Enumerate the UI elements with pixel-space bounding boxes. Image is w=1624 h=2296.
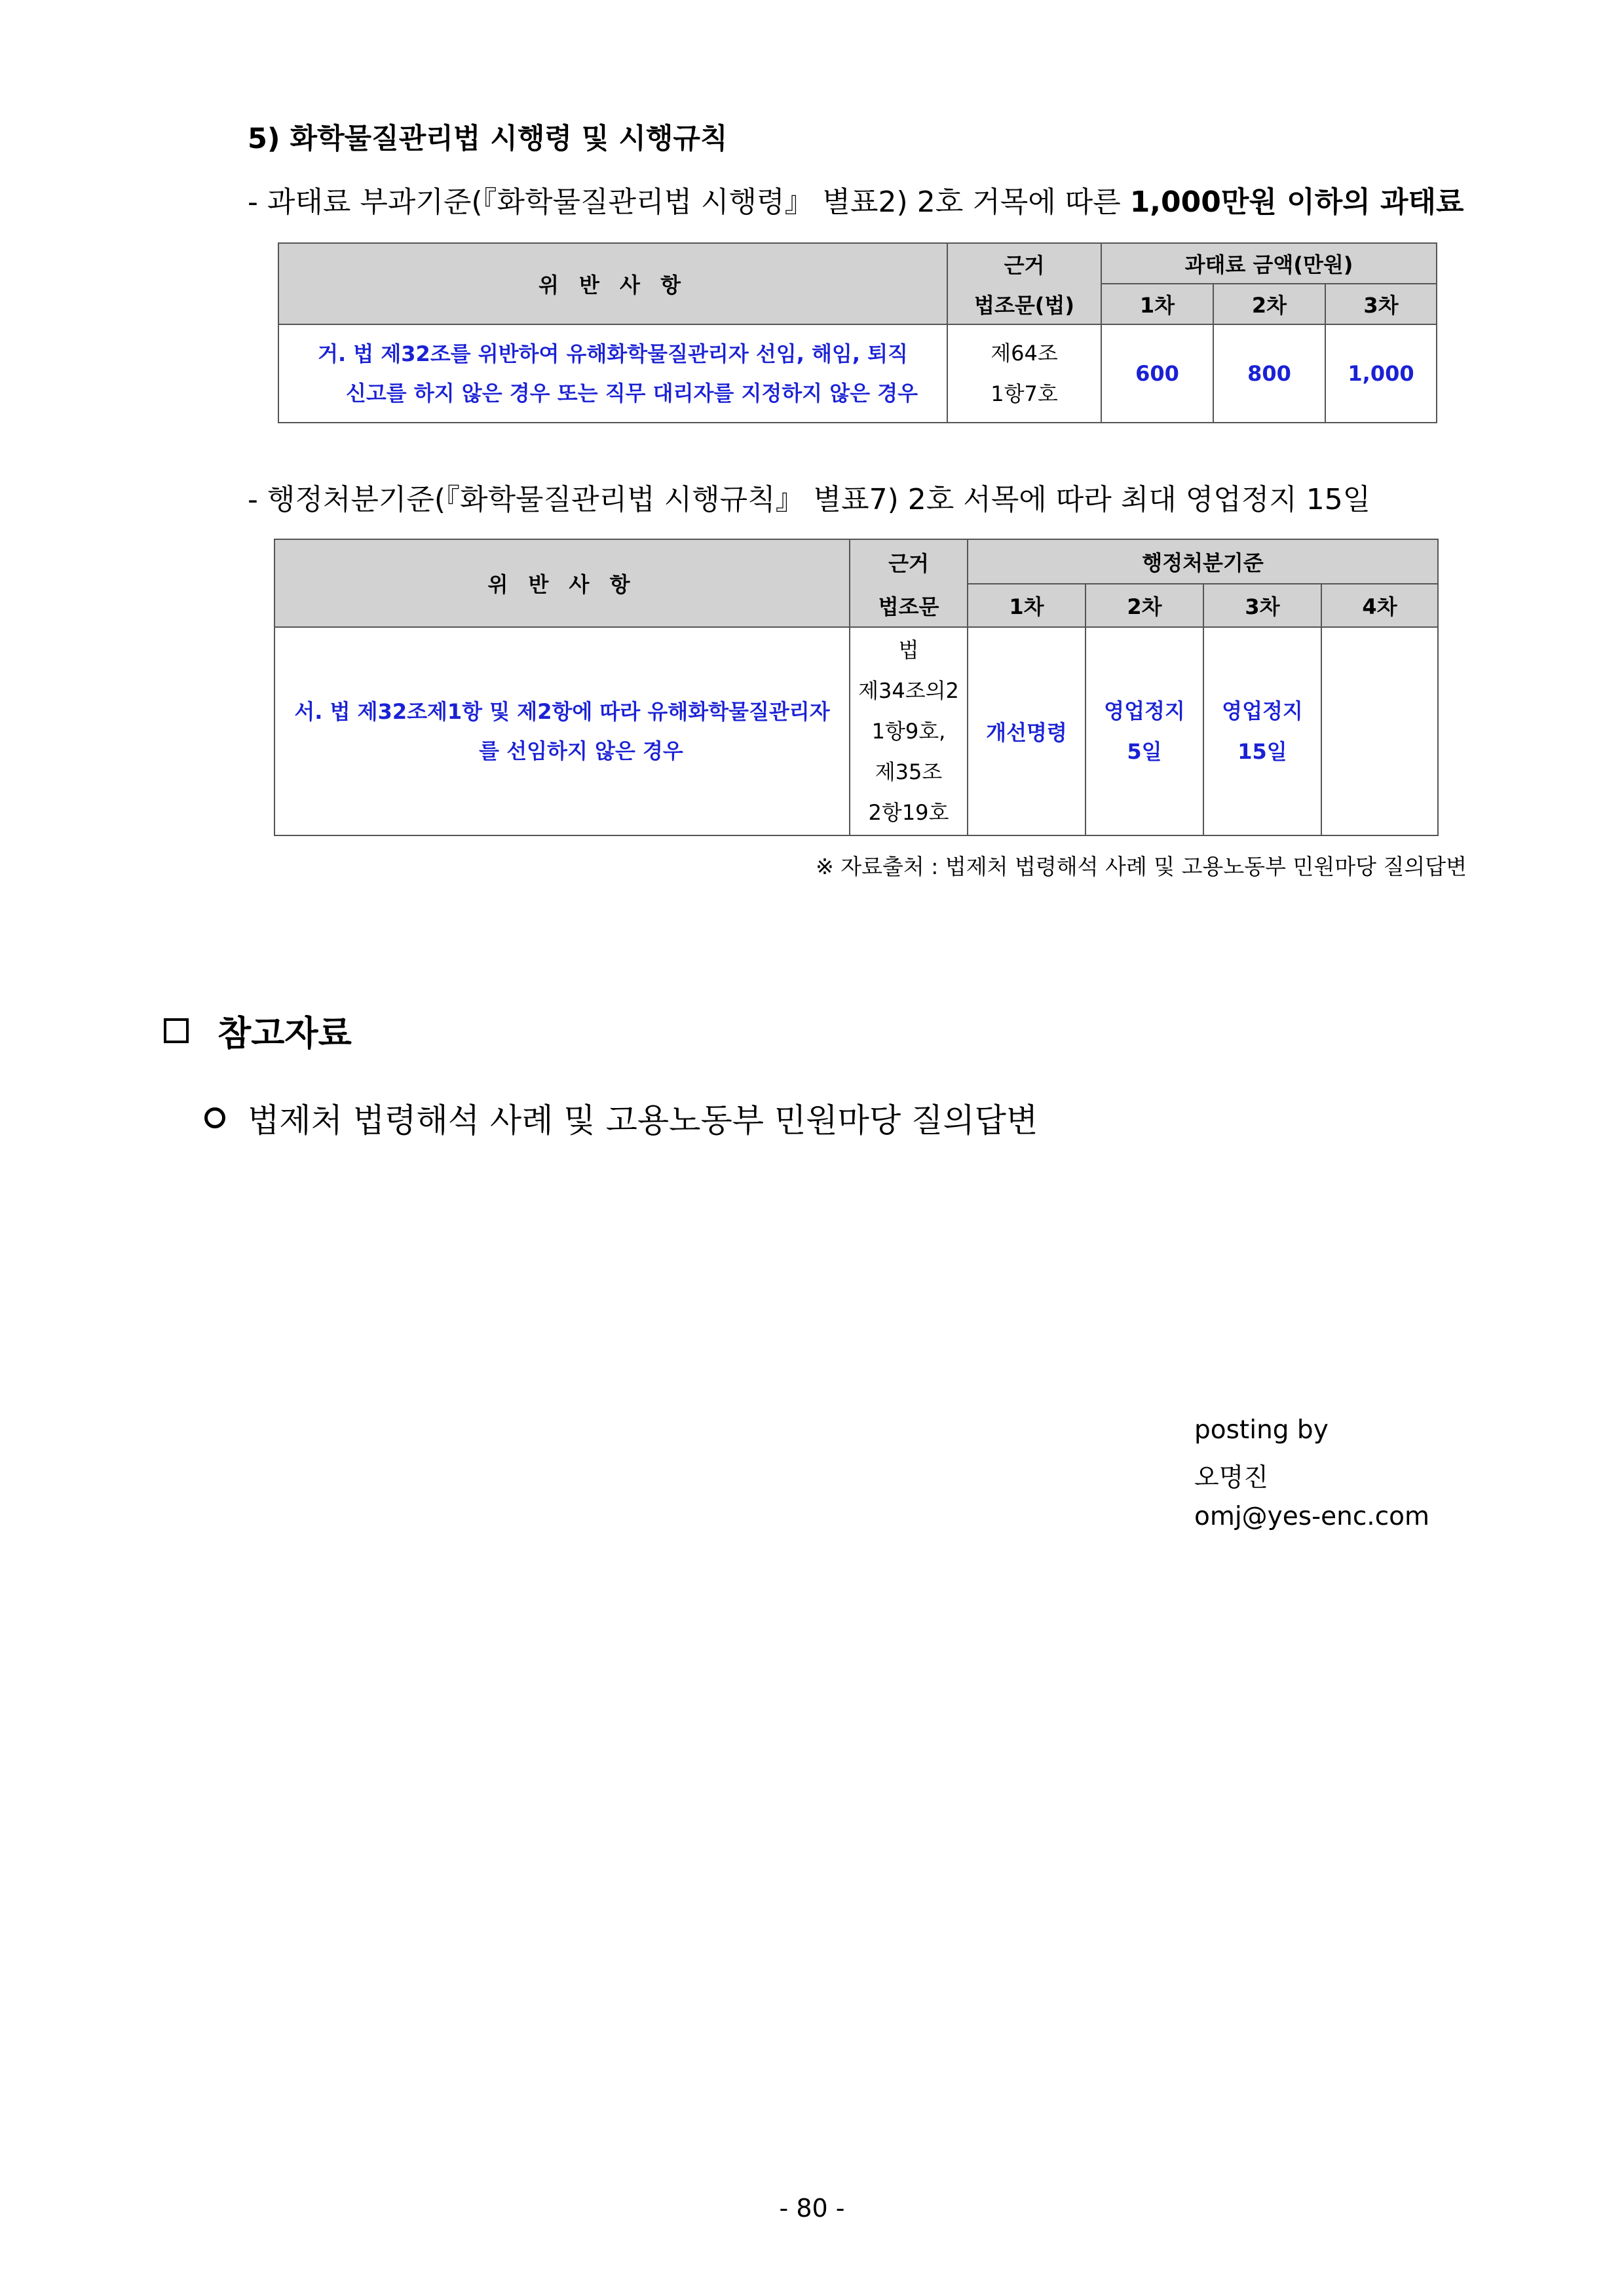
section-title: 5) 화학물질관리법 시행령 및 시행규칙 (248, 123, 728, 155)
round-header: 3차 (1203, 584, 1321, 627)
posting-author: 오명진 (1194, 1463, 1269, 1493)
sanction-cell (1086, 627, 1203, 835)
violation-text: 거. 법 제32조를 위반하여 유해화학물질관리자 선임, 해임, 퇴직 (318, 341, 908, 366)
source-note: ※ 자료출처 : 법제처 법령해석 사례 및 고용노동부 민원마당 질의답변 (816, 854, 1467, 879)
basis-text: 1항9호, (871, 719, 946, 744)
reference-item-text: 법제처 법령해석 사례 및 고용노동부 민원마당 질의답변 (248, 1101, 1038, 1139)
amount-header: 과태료 금액(만원) (1101, 243, 1437, 284)
sanction-text: 영업정지 (1104, 698, 1185, 723)
round-header: 1차 (968, 584, 1086, 627)
basis-text: 제34조의2 (858, 678, 959, 703)
fine-intro (248, 178, 1464, 220)
fine-intro-text: - 과태료 부과기준(『화학물질관리법 시행령』 별표2) 2호 거목에 따른 (248, 185, 1130, 219)
basis-text: 2항19호 (868, 800, 949, 825)
reference-heading (164, 1006, 352, 1056)
amount-cell: 1,000 (1325, 324, 1437, 423)
reference-item (204, 1094, 1038, 1141)
violation-text: 서. 법 제32조제1항 및 제2항에 따라 유해화학물질관리자 (294, 699, 830, 724)
violation-header: 위 반 사 항 (278, 243, 947, 324)
table-row (278, 324, 1437, 423)
violation-text-cont: 를 선임하지 않은 경우 (479, 738, 683, 763)
admin-intro: - 행정처분기준(『화학물질관리법 시행규칙』 별표7) 2호 서목에 따라 최대 영업정지 15일 (248, 483, 1371, 516)
sanction-cell (1321, 627, 1438, 835)
violation-cell (274, 627, 850, 835)
page-number: - 80 - (779, 2194, 845, 2223)
posting-by: posting by (1194, 1415, 1329, 1445)
violation-header: 위 반 사 항 (274, 539, 850, 627)
basis-text: 제35조 (875, 759, 943, 784)
amount-cell: 600 (1101, 324, 1213, 423)
sanction-text: 영업정지 (1222, 698, 1303, 723)
square-bullet-icon (164, 1018, 189, 1043)
violation-cell (278, 324, 947, 423)
basis-text: 법 (898, 638, 919, 662)
reference-heading-text: 참고자료 (217, 1014, 352, 1054)
round-header: 2차 (1086, 584, 1203, 627)
posting-email: omj@yes-enc.com (1194, 1502, 1429, 1531)
fine-table (278, 242, 1437, 423)
basis-header-line1: 근거 (850, 539, 968, 584)
basis-header-line2: 법조문(법) (947, 284, 1101, 324)
sanction-cell (1203, 627, 1321, 835)
violation-text-cont: 신고를 하지 않은 경우 또는 직무 대리자를 지정하지 않은 경우 (345, 381, 918, 406)
round-header: 3차 (1325, 284, 1437, 324)
sanction-text: 5일 (1127, 739, 1162, 764)
circle-bullet-icon (204, 1107, 225, 1128)
basis-header-line2: 법조문 (850, 584, 968, 627)
amount-cell: 800 (1213, 324, 1325, 423)
round-header: 1차 (1101, 284, 1213, 324)
criteria-header: 행정처분기준 (968, 539, 1438, 584)
sanction-text: 15일 (1237, 739, 1287, 764)
basis-cell (947, 324, 1101, 423)
fine-intro-bold: 1,000만원 이하의 과태료 (1129, 185, 1464, 219)
table-row (274, 627, 1438, 835)
basis-header-line1: 근거 (947, 243, 1101, 284)
round-header: 4차 (1321, 584, 1438, 627)
sanction-cell: 개선명령 (968, 627, 1086, 835)
basis-text: 1항7호 (991, 381, 1058, 406)
round-header: 2차 (1213, 284, 1325, 324)
basis-text: 제64조 (991, 341, 1058, 366)
admin-table (274, 539, 1439, 836)
basis-cell (850, 627, 968, 835)
